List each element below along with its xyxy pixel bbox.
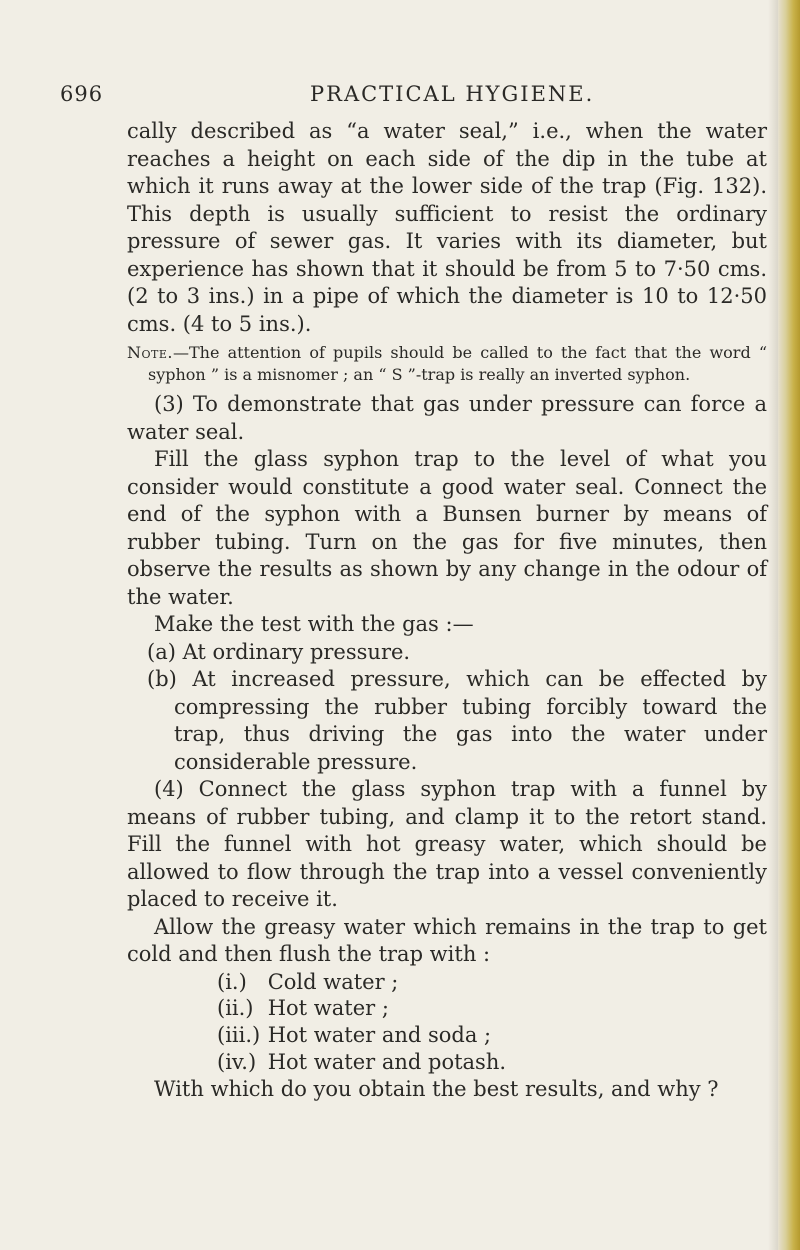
note bbox=[127, 342, 767, 385]
final-question: With which do you obtain the best results, and why ? bbox=[154, 1076, 719, 1101]
list-item-text: Cold water ; bbox=[267, 969, 399, 994]
note-label: Note. bbox=[127, 343, 173, 362]
page-edge bbox=[778, 0, 800, 1250]
paragraph-water-seal: cally described as “a water seal,” i.e., when the water reaches a height on each side of the dip in the tube at which it runs away at the lower side of the trap (Fig. 132). This depth is usually sufficient to resist the ordinary pressure of sewer gas. It varies with its diameter, but experience has shown that it should be from 5 to 7·50 cms. (2 to 3 ins.) in a pipe of which the diameter is 10 to 12·50 cms. (4 to 5 ins.). bbox=[127, 119, 767, 336]
page-body bbox=[127, 118, 767, 1103]
list-item-a: (a) At ordinary pressure. bbox=[147, 639, 411, 664]
list-item-text: Hot water ; bbox=[267, 996, 389, 1021]
paragraph-experiment-4: (4) Connect the glass syphon trap with a funnel by means of rubber tubing, and clamp it to the retort stand. Fill the funnel with hot greasy water, which should be allowed to flow through the trap into a vessel conveniently placed to receive it. bbox=[127, 777, 767, 911]
list-item bbox=[217, 969, 767, 996]
paragraph-flush-instructions: Allow the greasy water which remains in the trap to get cold and then flush the trap with : bbox=[127, 914, 767, 966]
list-item bbox=[217, 995, 767, 1022]
list-item-b: (b) At increased pressure, which can be effected by compressing the rubber tubing forcibly toward the trap, thus driving the gas into the water under considerable pressure. bbox=[147, 667, 767, 774]
list-item bbox=[217, 1049, 767, 1076]
flush-list bbox=[127, 969, 767, 1076]
list-item-number: (iii.) bbox=[217, 1023, 261, 1048]
page-gutter-shadow bbox=[768, 0, 778, 1250]
page-number: 696 bbox=[60, 82, 104, 106]
page-header bbox=[60, 82, 750, 112]
paragraph-make-test: Make the test with the gas :— bbox=[154, 612, 474, 636]
note-text: —The attention of pupils should be called to the fact that the word “ syphon ” is a misnomer ; an “ S ”-trap is really an inverted syphon. bbox=[148, 343, 767, 384]
list-item-text: Hot water and potash. bbox=[267, 1049, 507, 1074]
list-item-number: (iv.) bbox=[217, 1049, 257, 1074]
running-head: PRACTICAL HYGIENE. bbox=[310, 82, 595, 106]
paragraph-experiment-3-heading: (3) To demonstrate that gas under pressure can force a water seal. bbox=[127, 392, 767, 444]
list-item-text: Hot water and soda ; bbox=[267, 1023, 492, 1048]
list-item-number: (ii.) bbox=[217, 996, 254, 1021]
paragraph-experiment-3-procedure: Fill the glass syphon trap to the level of what you consider would constitute a good water seal. Connect the end of the syphon with a Bunsen burner by means of rubber tubing. Turn on the gas for five minutes, then observe the results as shown by any change in the odour of the water. bbox=[127, 447, 767, 609]
list-item-number: (i.) bbox=[217, 969, 247, 994]
list-item bbox=[217, 1022, 767, 1049]
